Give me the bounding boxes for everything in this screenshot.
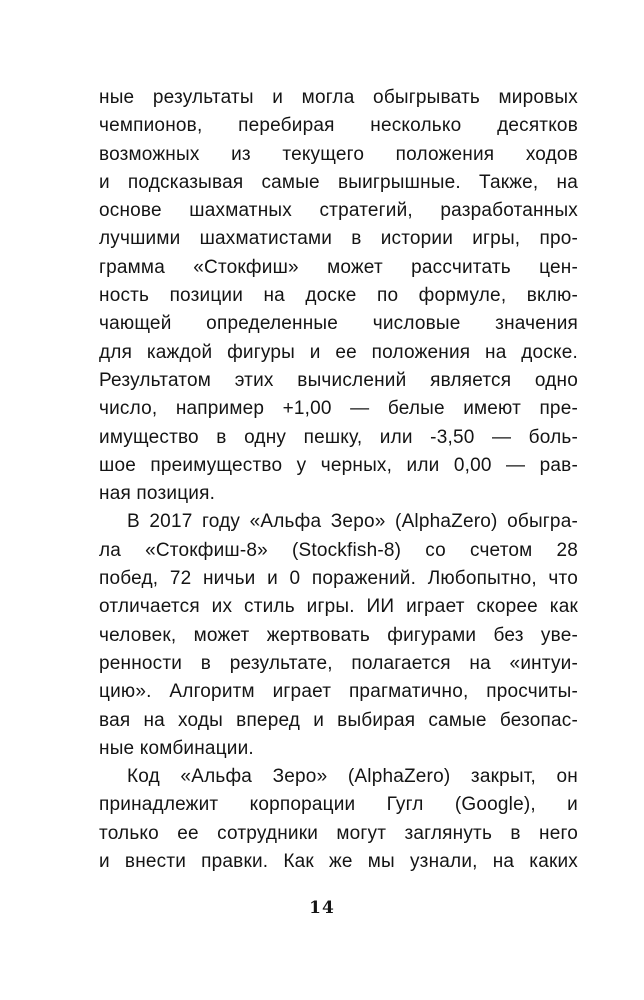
paragraph [99,84,578,508]
text-line: для каждой фигуры и ее положения на доске. [99,341,578,363]
text-line: человек, может жертвовать фигурами без уве- [99,624,578,646]
text-line: ные комбинации. [99,737,254,759]
text-line: ренности в результате, полагается на «интуи- [99,652,578,674]
text-line: ная позиция. [99,483,216,505]
text-line: побед, 72 ничьи и 0 поражений. Любопытно, что [99,568,578,590]
text-line: ность позиции на доске по формуле, вклю- [99,285,578,307]
text-line: возможных из текущего положения ходов [99,143,578,165]
text-line: шое преимущество у черных, или 0,00 — рав- [99,454,578,476]
text-line: ла «Стокфиш-8» (Stockfish-8) со счетом 28 [99,539,578,561]
page-number: 14 [309,898,335,918]
text-line: вая на ходы вперед и выбирая самые безопас- [99,709,578,731]
text-line: цию». Алгоритм играет прагматично, просчиты- [99,681,578,703]
text-line: имущество в одну пешку, или -3,50 — боль- [99,426,578,448]
paragraph [99,508,578,763]
text-line: отличается их стиль игры. ИИ играет скорее как [99,596,578,618]
text-line: и внести правки. Как же мы узнали, на каких [99,851,578,873]
text-line: чающей определенные числовые значения [99,313,578,335]
text-line: грамма «Стокфиш» может рассчитать цен- [99,256,578,278]
paragraph [99,763,578,876]
text-line: принадлежит корпорации Гугл (Google), и [99,794,578,816]
text-line: число, например +1,00 — белые имеют пре- [99,398,578,420]
text-line: Код «Альфа Зеро» (AlphaZero) закрыт, он [127,766,578,788]
text-line: В 2017 году «Альфа Зеро» (AlphaZero) обыгра- [127,511,578,533]
text-line: Результатом этих вычислений является одно [99,369,578,391]
text-line: лучшими шахматистами в истории игры, про- [99,228,578,250]
text-line: только ее сотрудники могут заглянуть в него [99,822,578,844]
text-line: ные результаты и могла обыгрывать мировых [99,87,578,108]
page-content [99,84,578,876]
text-line: основе шахматных стратегий, разработанных [99,200,578,222]
text-line: чемпионов, перебирая несколько десятков [99,115,578,137]
text-line: и подсказывая самые выигрышные. Также, на [99,171,578,193]
